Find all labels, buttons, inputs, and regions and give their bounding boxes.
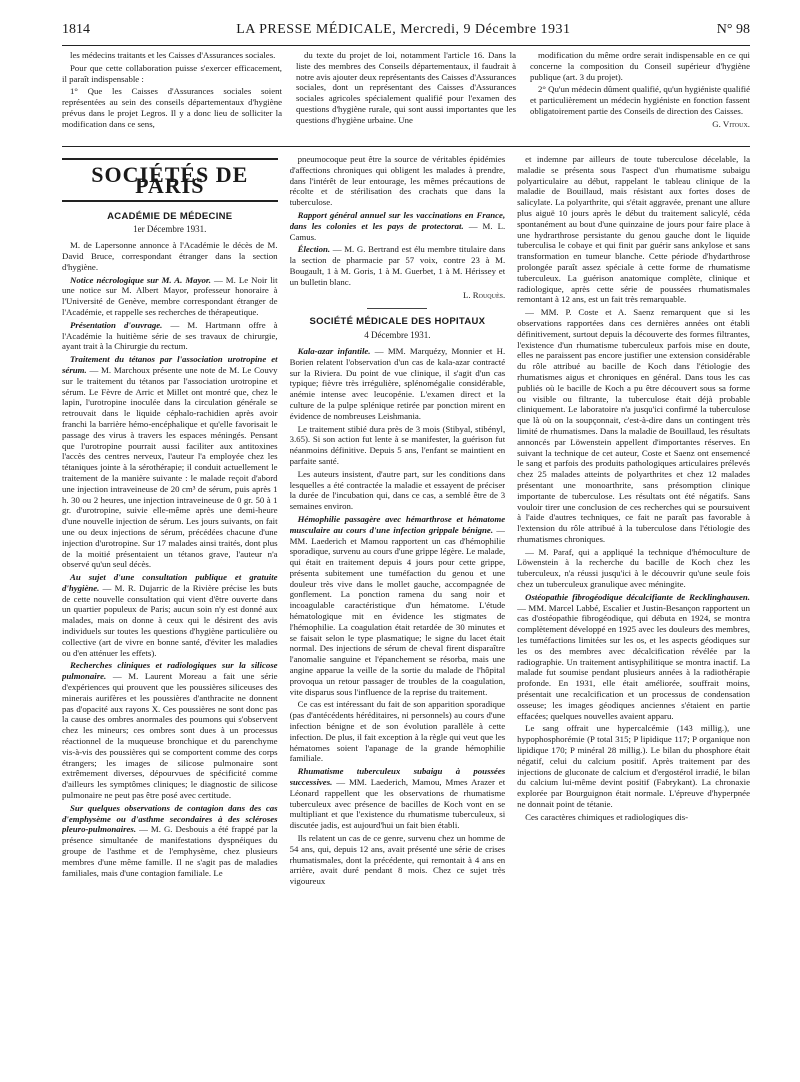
- author-signature: L. Rouquès.: [462, 289, 506, 300]
- paragraph: [62, 240, 278, 272]
- paragraph: [62, 354, 278, 570]
- paragraph-lead: Kala-azar infantile.: [297, 345, 371, 356]
- paragraph-text: Le traitement stibié dura près de 3 mois (Stibyal, stibényl, 3.65). Si son action fut lente à se manifester, la guérison fut néanmoins définitive. Depuis 5 ans, l'enfant se maintient en parfaite santé.: [289, 423, 506, 466]
- paragraph-text: — M. Marchoux présente une note de M. Le Couvy sur le traitement du tétanos par l'association urotropine et sérum. Le Fèvre de Arric et Millet ont montré que, chez le lapin, l'urotropine inoculée dans la circulation générale se retrouvait dans le liquide céphalo-rachidien après avoir franchi la barrière hémo-encéphalique et qu'elle favorisait le passage des virus à travers les espaces méningés. Pensant que l'urotropine pourrait aussi faciliter aux antitoxines l'accès des centres nerveux, l'auteur l'a employée chez les tétaniques jointe à la sérothérapie; il conduit actuellement le traitement de la manière suivante : le malade reçoit d'abord une injection intraveineuse de 20 cm³ de sérum, puis après 1 h. 30 ou 2 heures, une injection intraveineuse de 0 gr. 50 à 1 gr. d'urotropine, suivie elle-même après une demi-heure d'une nouvelle injection de sérum. Les jours suivants, on fait une ou deux injections de sérum, précédées chacune d'une injection d'urotropine. Sur 17 malades ainsi traités, dont plus de la moitié présentaient un tétanos grave, l'auteur n'a observé qu'un seul décès.: [62, 364, 278, 570]
- hospital-society-reports-cont: [517, 154, 750, 823]
- divider: [367, 308, 427, 309]
- paragraph-lead: Traitement du tétanos par l'association urotropine et sérum.: [62, 354, 278, 375]
- academy-heading: ACADÉMIE DE MÉDECINE: [107, 210, 233, 222]
- paragraph: [290, 346, 506, 422]
- paragraph: Pour que cette collaboration puisse s'exercer efficacement, il paraît indispensable :: [62, 62, 282, 84]
- paragraph-text: — M. Hartmann offre à l'Académie la huitième série de ses travaux de chirurgie, ayant trait à la Chirurgie du rectum.: [62, 319, 278, 352]
- paragraph: [62, 275, 278, 318]
- paragraph-lead: Au sujet d'une consultation publique et gratuite d'hygiène.: [62, 572, 278, 593]
- academy-date: 1er Décembre 1931.: [133, 224, 207, 235]
- paragraph: [290, 699, 506, 764]
- paragraph: [290, 469, 506, 512]
- paragraph-text: Ce cas est intéressant du fait de son apparition sporadique (pas d'antécédents héréditaires, ni personnels) au cours d'une infection bénigne et de son évolution parallèle à cette infection. De plus, il fait exception à la règle qui veut que les hématomes soient l'apanage de la grande hémophilie familiale.: [289, 699, 506, 764]
- paragraph-text: — M. G. Desbouis a été frappé par la présence simultanée de manifestations dyspnéiques du groupe de l'asthme et de l'emphysème, chez plusieurs membres d'une même famille. Il ne s'agit pas de maladies familiales, mais d'une contagion familiale. Le: [62, 824, 278, 878]
- journal-title: LA PRESSE MÉDICALE, Mercredi, 9 Décembre 1931: [236, 22, 571, 37]
- page-number-left: 1814: [62, 22, 90, 37]
- paragraph: [517, 812, 750, 823]
- paragraph: [517, 592, 750, 722]
- paragraph-text: — M. R. Dujarric de la Rivière précise les buts de cette nouvelle consultation qui vient d'être ouverte dans un quartier populeux de Paris; aucun soin n'y est donné aux malades, mais on donne à ceux qui le désirent des avis individuels sur toutes les questions d'hygiène particulière ou collective (art de vivre en bonne santé, d'éviter les maladies ou d'en atténuer les effets).: [62, 582, 278, 658]
- paragraph-lead: Ostéopathie fibrogéodique décalcifiante de Recklinghausen.: [525, 591, 750, 602]
- paragraph-text: — M. L. Camus.: [289, 220, 506, 242]
- paragraph-lead: Recherches cliniques et radiologiques sur la silicose pulmonaire.: [62, 660, 278, 682]
- paragraph-lead: Notice nécrologique sur M. A. Mayor.: [70, 274, 212, 285]
- paragraph: [290, 766, 506, 831]
- paragraph: [62, 320, 278, 352]
- paragraph-lead: Élection.: [297, 244, 331, 255]
- paragraph-text: — M. Laurent Moreau a fait une série d'expériences qui prouvent que les poussières siliceuses des minerais aurifères et les poussières d'anthracite ne donnent pas d'opacité aux rayons X. Ces poussières ne sont donc pas la cause des ombres anormales des poumons qui s'observent chez les mineurs; ces ombres sont dues à un processus réactionnel de la muqueuse bronchique et du parenchyme vis-à-vis des poussières qui se comportent comme des corps étrangers; les images de silicose pulmonaire sont extrêmement diverses, dépourvues de spécificité comme d'ailleurs les symptômes cliniques; le diagnostic de silicose pulmonaire ne peut pas être posé avec certitude.: [62, 671, 278, 801]
- paragraph-lead: Sur quelques observations de contagion dans des cas d'emphysème ou d'asthme secondaires à des scléroses pleuro-pulmonaires.: [62, 802, 278, 835]
- paragraph: [517, 307, 750, 545]
- paragraph-text: — MM. P. Coste et A. Saenz remarquent que si les observations rapportées dans ces dernières années ont établi définitivement, surtout depuis la découverte des formes filtrantes, l'existence d'un rhumatisme tuberculeux parfois mise en doute, elles ne paraissent pas encore justifier une extension considérable du rôle attribué au bacille de Koch dans l'étiologie des rhumatismes aigus et chroniques en général. Dans tous les cas publiés où le bacille de Koch a pu être découvert sous sa forme ou visible ou filtrante, la tuberculose était déjà probable cliniquement. Le laboratoire n'a jusqu'ici confirmé la tuberculose que là où on la soupçonnait, c'est-à-dire dans un contingent très limité de rhumatismes. Dans la maladie de Bouillaud, les résultats annoncés par Löwenstein appellent d'importantes réserves. En suivant la technique de cet auteur, Coste et Saenz ont ensemencé le sang et parfois des produits pathologiques articulaires prélevés chez 25 malades atteints de polyarthrites et chez 12 malades présentant une monoarthrite, sans présomption clinique importante de tuberculose. Les résultats ont été négatifs. Sans vouloir tirer une conclusion de ces recherches qui se poursuivent à l'aide d'autres techniques, ce fait ne paraît pas favorable à l'extension du rôle attribué à la tuberculose dans l'étiologie des rhumatismes chroniques.: [517, 307, 750, 544]
- paragraph: [62, 572, 278, 658]
- paragraph-text: — MM. Laederich et Mamou rapportent un cas d'hémophilie sporadique, survenu au cours d'une grippe légère. Le malade, qui était en traitement depuis 4 jours pour cette grippe, présenta subitement une tuméfaction du genou et une douleur très vive dans le mollet gauche, accompagnée de gonflement. La ponction ramena du sang noir et incoagulable caractéristique d'un hématome. L'étude hématologique mit en évidence les stigmates de l'hémophilie. La coagulation était retardée de 30 minutes et se faisait selon le type plasmatique; le signe du lacet était normal. Des injections de sérum de cheval firent disparaître l'anomalie sanguine et l'épanchement se résorba, mais une angine apparue la veille de la sortie du malade de l'hôpital provoqua un retour passager de troubles de la coagulation, vite disparus sous l'influence de la reprise du traitement.: [289, 524, 506, 697]
- main-columns: [62, 154, 750, 1068]
- paragraph-text: — M. G. Bertrand est élu membre titulaire dans la section de pharmacie par 57 voix, contre 23 à M. Bougault, 1 à M. Goris, 1 à M. Guerbet, 1 à M. Hérissey et un bulletin blanc.: [289, 244, 506, 287]
- paragraph-text: — M. Paraf, qui a appliqué la technique d'hémoculture de Löwenstein à la recherche du bacille de Koch chez les tuberculeux, n'a réussi jusqu'ici à le découvrir qu'une seule fois chez un tuberculeux granulique avec méningite.: [517, 546, 750, 590]
- paragraph: [62, 660, 278, 800]
- paragraph: [517, 723, 750, 809]
- paragraph: 2° Qu'un médecin dûment qualifié, qu'un hygiéniste qualifié et particulièrement un médecin hygiéniste en fonction fassent obligatoirement partie des Conseils de direction des Caisses.: [530, 84, 750, 116]
- top-column-2: [296, 50, 516, 142]
- paragraph-text: — MM. Marquézy, Monnier et H. Borien relatent l'observation d'un cas de kala-azar contracté sur la Riviera. Du point de vue clinique, il s'agit d'un cas typique; fièvre très irrégulière, splénomégalie considérable, anémie intense avec leucopénie. L'examen direct et la culture de la pulpe splénique retirée par ponction mirent en évidence de nombreuses Leishmania.: [289, 345, 506, 421]
- section-rule: [62, 146, 750, 147]
- paragraph: [290, 424, 506, 467]
- top-column-3: [530, 50, 750, 142]
- paragraph-text: Les auteurs insistent, d'autre part, sur les conditions dans lesquelles a été contractée la maladie et essayent de préciser la durée de l'incubation qui, dans ce cas, a semblé être de 3 semaines environ.: [289, 468, 506, 512]
- top-column-1: [62, 50, 282, 142]
- paragraph: [62, 803, 278, 879]
- top-columns: [62, 50, 750, 142]
- paragraph: les médecins traitants et les Caisses d'Assurances sociales.: [70, 50, 276, 60]
- paragraph: [517, 547, 750, 590]
- paragraph-text: — M. Le Noir lit une notice sur M. Albert Mayor, professeur honoraire à l'Université de Genève, membre correspondant étranger de l'Académie, et rappelle ses recherches de thérapeutique.: [62, 274, 278, 317]
- paragraph-lead: Présentation d'ouvrage.: [70, 319, 163, 330]
- academy-reports: [62, 240, 278, 878]
- paragraph-lead: Rhumatisme tuberculeux subaigu à poussées successives.: [289, 766, 506, 788]
- author-signature: G. Vitoux.: [712, 118, 750, 129]
- paragraph: modification du même ordre serait indispensable en ce qui concerne la composition du Conseil supérieur d'hygiène publique (art. 3 du projet).: [530, 50, 750, 82]
- paragraph: [290, 210, 506, 242]
- academy-reports-cont: [290, 210, 506, 288]
- hospital-society-reports: [290, 346, 506, 887]
- paragraph-text: — MM. Marcel Labbé, Escalier et Justin-Besançon rapportent un cas d'ostéopathie fibrogéodique, qui débuta en 1924, se montra complètement développé en 1925 avec les douleurs des membres, les tuméfactions limitées sur les os, et les aspects géodiques sur les os des membres avec décalcification révélée par la radiographie. Un traitement antisyphilitique se montra inactif. La malade fut soumise pendant plusieurs années à la radiothérapie profonde. En 1931, elle était améliorée, souffrait moins, présentait une recalcification et un processus de condensation osseuse; les images géodiques anciennes s'étaient en partie effacées; quelques nouvelles avaient apparu.: [517, 602, 750, 721]
- page-header: [62, 22, 750, 46]
- paragraph-text: Le sang offrait une hypercalcémie (143 millig.), une hypophosphorémie (P total 315; P lipidique 117; P organique non lipidique 170; P minéral 28 millig.). Le bilan du phosphore était négatif, celui du calcium positif. Après traitement par des injections de gluconate de calcium et d'ergostérol irradié, le bilan du calcium lui-même devint positif (Fabrykant). La chronaxie explorée par Bourguignon était normale. L'épreuve d'hyperpnée ne donnait point de tétanie.: [517, 723, 750, 810]
- hospital-society-date: 4 Décembre 1931.: [364, 330, 431, 341]
- hospital-society-heading: SOCIÉTÉ MÉDICALE DES HOPITAUX: [309, 316, 486, 328]
- column-1: [62, 154, 278, 1068]
- paragraph: [290, 833, 506, 887]
- paragraph-lead: Rapport général annuel sur les vaccinations en France, dans les colonies et les pays de protectorat.: [289, 209, 506, 231]
- paragraph-text: et indemne par ailleurs de toute tuberculose décelable, la maladie se présenta sous l'aspect d'un rhumatisme subaigu polyarticulaire au début, rappelant le tableau clinique de la maladie de Bouillaud, mais résistant aux fortes doses de salicylate. La polyarthrite, qui s'était aggravée, prenant une allure plus aiguë 10 jours après le début du traitement salicylé, céda spontanément au bout d'une quinzaine de jours pour faire place à une hydrarthrose persistante du genou gauche dont le liquide tuberculisa le cobaye et qui finit par guérir sans ankylose et sans transformation en tumeur blanche. Cette période d'hydarthrose prolongée paraît assez spéciale à cette forme de rhumatisme tuberculeux. La guérison anatomique complète, clinique et radiologique, après cette série de poussées rhumatismales remontant à 12 ans, est un fait très remarquable.: [517, 154, 750, 305]
- issue-number: N° 98: [716, 22, 750, 37]
- paragraph: du texte du projet de loi, notamment l'article 16. Dans la liste des membres des Conseils départementaux, il faudrait à notre avis ajouter deux représentants des Caisses d'Assurances sociales, dont un représentant des Caisses d'Assurances sociales agricoles spécialement qualifié pour l'examen des questions d'hygiène rurale, qui sont aussi importantes que les questions d'hygiène urbaine. Une: [296, 50, 516, 125]
- paragraph: [517, 154, 750, 305]
- paragraph-text: Ces caractères chimiques et radiologiques dis-: [525, 811, 689, 822]
- paragraph: [290, 244, 506, 287]
- column-2: [290, 154, 506, 1068]
- column-3: [517, 154, 750, 1068]
- paragraph-text: — MM. Laederich, Mamou, Mmes Arazer et Léonard rappellent que les observations de rhumatisme tuberculeux avec présence de bacilles de Koch vont en se multipliant et que l'existence du rhumatisme tuberculeux, si discutée jadis, est aujourd'hui un fait bien établi.: [289, 777, 506, 831]
- paragraph: [290, 514, 506, 698]
- paragraph-text: Ils relatent un cas de ce genre, survenu chez un homme de 54 ans, qui, depuis 12 ans, avait présenté une série de crises rhumatismales, dont la précédente, qui remontait à 4 ans en arrière, avait duré pendant 8 mois. Chez ce sujet très vigoureux: [289, 833, 506, 887]
- paragraph-text: M. de Lapersonne annonce à l'Académie le décès de M. David Bruce, correspondant étranger dans la section d'hygiène.: [62, 240, 278, 272]
- paragraph-lead: Hémophilie passagère avec hémarthrose et hématome musculaire au cours d'une infection grippale bénigne.: [289, 513, 506, 535]
- paragraph: 1° Que les Caisses d'Assurances sociales soient représentées au sein des conseils départementaux d'hygiène prévus dans le projet Legros. Il y a donc lieu de solliciter la modification dans ce sens,: [62, 86, 282, 129]
- section-title: SOCIÉTÉS DE PARIS: [62, 158, 278, 202]
- paragraph: pneumocoque peut être la source de véritables épidémies d'affections chroniques qui obligent les malades à prendre, dans l'intérêt de leur entourage, les mêmes précautions de récolte et de stérilisation des crachats que dans la tuberculose.: [289, 154, 506, 208]
